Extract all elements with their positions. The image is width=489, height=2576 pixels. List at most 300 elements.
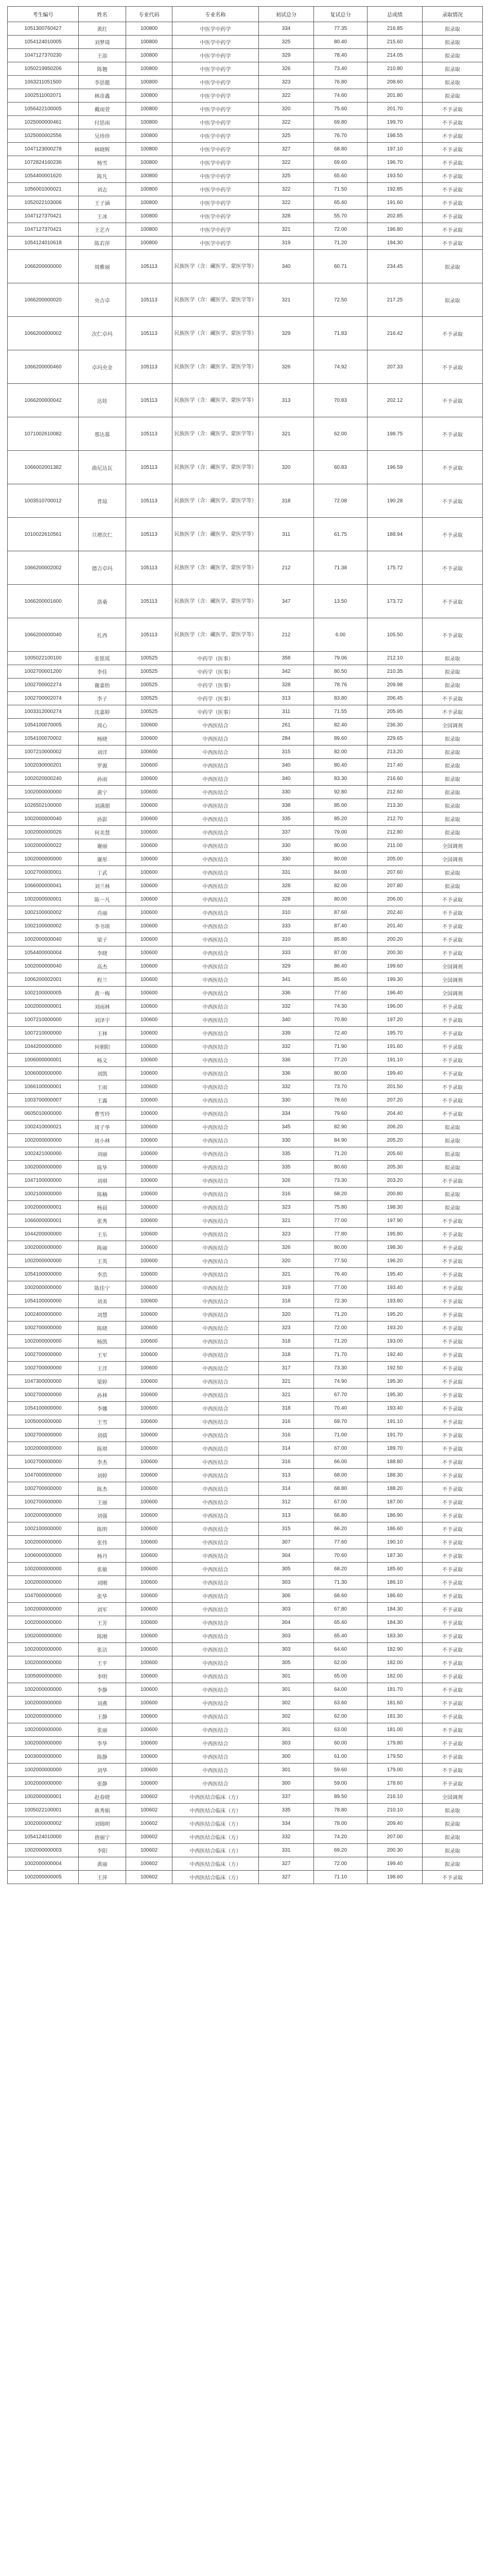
- cell-major-code: 100800: [126, 196, 172, 210]
- cell-total-score: 178.60: [368, 1777, 423, 1790]
- cell-major-name: 民族医学（含：藏医学、蒙医学等）: [172, 585, 259, 618]
- table-row: [8, 692, 483, 705]
- cell-admission-status: 不予录取: [423, 1697, 483, 1710]
- cell-retest-score: 74.30: [314, 1000, 368, 1013]
- cell-admission-status: 不予录取: [423, 1589, 483, 1603]
- cell-total-score: 199.40: [368, 1857, 423, 1871]
- cell-exam-number: 1002700000000: [8, 1321, 79, 1335]
- cell-total-score: 179.80: [368, 1737, 423, 1750]
- cell-initial-score: 318: [259, 1348, 314, 1362]
- cell-total-score: 197.10: [368, 143, 423, 156]
- cell-total-score: 191.60: [368, 1040, 423, 1054]
- cell-major-code: 100600: [126, 1442, 172, 1455]
- cell-retest-score: 79.06: [314, 652, 368, 665]
- cell-admission-status: 不予录取: [423, 210, 483, 223]
- cell-retest-score: 70.83: [314, 384, 368, 417]
- cell-total-score: 202.85: [368, 210, 423, 223]
- cell-major-name: 民族医学（含：藏医学、蒙医学等）: [172, 350, 259, 384]
- cell-retest-score: 80.60: [314, 1161, 368, 1174]
- table-row: [8, 1482, 483, 1496]
- cell-major-code: 100600: [126, 1616, 172, 1630]
- cell-exam-number: 1002000000040: [8, 812, 79, 826]
- cell-initial-score: 310: [259, 906, 314, 920]
- cell-total-score: 186.10: [368, 1576, 423, 1589]
- cell-total-score: 198.30: [368, 1201, 423, 1214]
- cell-retest-score: 77.60: [314, 987, 368, 1000]
- cell-major-code: 100600: [126, 1630, 172, 1643]
- cell-retest-score: 80.40: [314, 36, 368, 49]
- cell-exam-number: 1054100000000: [8, 1295, 79, 1308]
- cell-name: 刘洋: [79, 745, 126, 759]
- cell-admission-status: 不予录取: [423, 1455, 483, 1469]
- cell-name: 旦增次仁: [79, 518, 126, 551]
- cell-exam-number: 1054100070005: [8, 719, 79, 732]
- cell-retest-score: 62.00: [314, 1656, 368, 1670]
- table-row: [8, 49, 483, 62]
- cell-major-code: 100600: [126, 1121, 172, 1134]
- cell-major-code: 100600: [126, 1147, 172, 1161]
- cell-initial-score: 347: [259, 585, 314, 618]
- cell-major-code: 105113: [126, 585, 172, 618]
- cell-name: 曲尼达瓦: [79, 451, 126, 484]
- cell-major-name: 中医学中药学: [172, 49, 259, 62]
- table-row: [8, 1228, 483, 1241]
- cell-admission-status: 不予录取: [423, 1469, 483, 1482]
- cell-name: 杨丹: [79, 1549, 126, 1563]
- table-row: [8, 89, 483, 103]
- cell-admission-status: 拟录取: [423, 1844, 483, 1857]
- cell-major-code: 100600: [126, 1509, 172, 1522]
- cell-total-score: 200.80: [368, 1188, 423, 1201]
- table-row: [8, 223, 483, 236]
- header-major-name: 专业名称: [172, 7, 259, 22]
- cell-major-name: 中医学中药学: [172, 223, 259, 236]
- cell-total-score: 206.45: [368, 692, 423, 705]
- cell-initial-score: 326: [259, 1241, 314, 1255]
- cell-exam-number: 1002700000000: [8, 1482, 79, 1496]
- cell-initial-score: 329: [259, 960, 314, 973]
- table-row: [8, 1281, 483, 1295]
- cell-admission-status: 拟录取: [423, 652, 483, 665]
- cell-retest-score: 71.55: [314, 705, 368, 719]
- cell-retest-score: 84.00: [314, 866, 368, 879]
- cell-exam-number: 1002100000000: [8, 1188, 79, 1201]
- cell-admission-status: 拟录取: [423, 1147, 483, 1161]
- cell-major-code: 105113: [126, 518, 172, 551]
- cell-major-name: 中西医结合: [172, 1549, 259, 1563]
- cell-exam-number: 1066100000001: [8, 1080, 79, 1094]
- cell-exam-number: 1047127370230: [8, 49, 79, 62]
- cell-admission-status: 不予录取: [423, 1750, 483, 1764]
- cell-major-code: 100600: [126, 1027, 172, 1040]
- cell-major-name: 中西医结合临床（方）: [172, 1817, 259, 1831]
- cell-total-score: 196.59: [368, 451, 423, 484]
- cell-total-score: 193.00: [368, 1335, 423, 1348]
- cell-initial-score: 305: [259, 1656, 314, 1670]
- cell-admission-status: 不予录取: [423, 317, 483, 350]
- table-row: [8, 250, 483, 283]
- cell-retest-score: 72.40: [314, 1027, 368, 1040]
- cell-retest-score: 73.30: [314, 1174, 368, 1188]
- cell-retest-score: 79.60: [314, 1107, 368, 1121]
- cell-initial-score: 340: [259, 759, 314, 772]
- cell-exam-number: 1002000000000: [8, 1281, 79, 1295]
- cell-name: 刘军: [79, 1603, 126, 1616]
- cell-exam-number: 1002000000000: [8, 786, 79, 799]
- cell-admission-status: 不予录取: [423, 1482, 483, 1496]
- cell-major-name: 中西医结合: [172, 946, 259, 960]
- cell-major-name: 中西医结合: [172, 1388, 259, 1402]
- table-row: [8, 196, 483, 210]
- cell-major-name: 中西医结合: [172, 1335, 259, 1348]
- cell-name: 杨晓: [79, 732, 126, 745]
- cell-name: 丁武: [79, 866, 126, 879]
- cell-major-code: 100600: [126, 1549, 172, 1563]
- cell-name: 李佳: [79, 665, 126, 679]
- cell-initial-score: 301: [259, 1683, 314, 1697]
- cell-name: 陈琪: [79, 1442, 126, 1455]
- cell-major-code: 100600: [126, 1134, 172, 1147]
- cell-exam-number: 1044200000000: [8, 1228, 79, 1241]
- table-row: [8, 1683, 483, 1697]
- cell-total-score: 212.60: [368, 786, 423, 799]
- cell-major-name: 中西医结合: [172, 906, 259, 920]
- cell-major-code: 100525: [126, 692, 172, 705]
- cell-retest-score: 60.83: [314, 451, 368, 484]
- cell-name: 李明: [79, 1670, 126, 1683]
- cell-name: 周小林: [79, 1134, 126, 1147]
- cell-initial-score: 301: [259, 1723, 314, 1737]
- cell-initial-score: 319: [259, 1281, 314, 1295]
- table-row: [8, 866, 483, 879]
- cell-major-code: 100600: [126, 1737, 172, 1750]
- cell-major-code: 105113: [126, 551, 172, 585]
- cell-retest-score: 85.20: [314, 812, 368, 826]
- cell-exam-number: 1002000000000: [8, 1723, 79, 1737]
- cell-name: 王林: [79, 1027, 126, 1040]
- table-row: [8, 156, 483, 170]
- table-body: [8, 22, 483, 1884]
- cell-admission-status: 不予录取: [423, 518, 483, 551]
- table-row: [8, 1857, 483, 1871]
- cell-major-name: 中西医结合: [172, 1616, 259, 1630]
- cell-exam-number: 1003700000007: [8, 1094, 79, 1107]
- cell-retest-score: 72.00: [314, 1321, 368, 1335]
- cell-initial-score: 336: [259, 987, 314, 1000]
- table-row: [8, 1603, 483, 1616]
- table-row: [8, 1563, 483, 1576]
- cell-total-score: 200.20: [368, 933, 423, 946]
- cell-admission-status: 不予录取: [423, 451, 483, 484]
- cell-admission-status: 不予录取: [423, 156, 483, 170]
- cell-major-code: 100600: [126, 1295, 172, 1308]
- table-row: [8, 22, 483, 36]
- cell-initial-score: 336: [259, 1067, 314, 1080]
- cell-major-name: 中西医结合: [172, 1522, 259, 1536]
- cell-name: 李静: [79, 1683, 126, 1697]
- cell-retest-score: 69.80: [314, 116, 368, 129]
- cell-retest-score: 60.71: [314, 250, 368, 283]
- cell-total-score: 216.85: [368, 22, 423, 36]
- cell-exam-number: 1066200002002: [8, 551, 79, 585]
- cell-major-name: 中西医结合: [172, 1402, 259, 1415]
- cell-exam-number: 1002000000000: [8, 1777, 79, 1790]
- cell-admission-status: 不予录取: [423, 893, 483, 906]
- table-row: [8, 799, 483, 812]
- cell-admission-status: 不予录取: [423, 933, 483, 946]
- cell-initial-score: 301: [259, 1670, 314, 1683]
- cell-name: 刘泽宇: [79, 1013, 126, 1027]
- table-row: [8, 76, 483, 89]
- table-row: [8, 1415, 483, 1429]
- cell-initial-score: 304: [259, 1616, 314, 1630]
- cell-total-score: 191.60: [368, 196, 423, 210]
- cell-initial-score: 321: [259, 223, 314, 236]
- cell-retest-score: 77.20: [314, 1054, 368, 1067]
- cell-major-name: 中西医结合: [172, 1161, 259, 1174]
- cell-major-code: 100602: [126, 1844, 172, 1857]
- cell-total-score: 234.45: [368, 250, 423, 283]
- cell-major-code: 100600: [126, 853, 172, 866]
- cell-admission-status: 不予录取: [423, 116, 483, 129]
- table-row: [8, 1737, 483, 1750]
- cell-retest-score: 71.30: [314, 1576, 368, 1589]
- cell-total-score: 217.25: [368, 283, 423, 317]
- cell-initial-score: 325: [259, 129, 314, 143]
- cell-retest-score: 70.60: [314, 1549, 368, 1563]
- cell-major-name: 中西医结合: [172, 960, 259, 973]
- cell-major-code: 100600: [126, 1321, 172, 1335]
- cell-name: 刘丽: [79, 1147, 126, 1161]
- cell-major-name: 民族医学（含：藏医学、蒙医学等）: [172, 518, 259, 551]
- cell-exam-number: 1007210000000: [8, 1027, 79, 1040]
- cell-major-code: 100800: [126, 236, 172, 250]
- table-row: [8, 1121, 483, 1134]
- cell-retest-score: 74.92: [314, 350, 368, 384]
- cell-initial-score: 318: [259, 1295, 314, 1308]
- cell-major-name: 中西医结合: [172, 1589, 259, 1603]
- cell-major-name: 中西医结合: [172, 1295, 259, 1308]
- cell-admission-status: 不予录取: [423, 1000, 483, 1013]
- cell-initial-score: 329: [259, 317, 314, 350]
- cell-total-score: 200.30: [368, 1844, 423, 1857]
- table-row: [8, 772, 483, 786]
- table-row: [8, 1549, 483, 1563]
- cell-retest-score: 55.70: [314, 210, 368, 223]
- cell-retest-score: 69.70: [314, 1415, 368, 1429]
- cell-major-code: 100600: [126, 1750, 172, 1764]
- table-row: [8, 1080, 483, 1094]
- cell-admission-status: 不予录取: [423, 1737, 483, 1750]
- cell-retest-score: 77.00: [314, 1214, 368, 1228]
- cell-major-code: 100600: [126, 866, 172, 879]
- cell-name: 李思懿: [79, 76, 126, 89]
- cell-major-code: 100800: [126, 223, 172, 236]
- cell-admission-status: 全国调剂: [423, 839, 483, 853]
- cell-initial-score: 320: [259, 451, 314, 484]
- cell-retest-score: 72.08: [314, 484, 368, 518]
- cell-retest-score: 68.20: [314, 1563, 368, 1576]
- cell-initial-score: 332: [259, 1000, 314, 1013]
- cell-exam-number: 1002700000000: [8, 1496, 79, 1509]
- cell-admission-status: 不予录取: [423, 1375, 483, 1388]
- cell-retest-score: 68.60: [314, 1589, 368, 1603]
- cell-initial-score: 317: [259, 1362, 314, 1375]
- cell-admission-status: 不予录取: [423, 350, 483, 384]
- cell-major-code: 100600: [126, 772, 172, 786]
- cell-retest-score: 89.50: [314, 1790, 368, 1804]
- cell-major-code: 100600: [126, 1188, 172, 1201]
- cell-retest-score: 82.40: [314, 719, 368, 732]
- cell-major-code: 100800: [126, 103, 172, 116]
- cell-total-score: 195.80: [368, 1228, 423, 1241]
- cell-major-name: 中西医结合: [172, 1121, 259, 1134]
- table-row: [8, 1764, 483, 1777]
- header-initial-score: 初试总分: [259, 7, 314, 22]
- cell-admission-status: 拟录取: [423, 799, 483, 812]
- cell-major-name: 中西医结合: [172, 1764, 259, 1777]
- cell-initial-score: 318: [259, 1335, 314, 1348]
- cell-exam-number: 1006000000001: [8, 1054, 79, 1067]
- cell-initial-score: 304: [259, 1549, 314, 1563]
- cell-retest-score: 65.60: [314, 170, 368, 183]
- header-major-code: 专业代码: [126, 7, 172, 22]
- cell-retest-score: 82.00: [314, 745, 368, 759]
- cell-major-code: 100600: [126, 812, 172, 826]
- cell-retest-score: 74.60: [314, 89, 368, 103]
- cell-retest-score: 76.80: [314, 76, 368, 89]
- table-row: [8, 920, 483, 933]
- cell-major-name: 中医学中药学: [172, 196, 259, 210]
- cell-initial-score: 334: [259, 1107, 314, 1121]
- cell-major-code: 100600: [126, 946, 172, 960]
- cell-total-score: 105.50: [368, 618, 423, 652]
- cell-name: 王乐: [79, 1228, 126, 1241]
- cell-name: 黄宁: [79, 786, 126, 799]
- cell-major-code: 100600: [126, 1496, 172, 1509]
- cell-initial-score: 330: [259, 853, 314, 866]
- cell-major-code: 105113: [126, 417, 172, 451]
- cell-major-code: 105113: [126, 350, 172, 384]
- cell-major-code: 100600: [126, 1536, 172, 1549]
- cell-major-name: 中医学中药学: [172, 210, 259, 223]
- cell-total-score: 195.20: [368, 1308, 423, 1321]
- cell-major-name: 中西医结合临床（方）: [172, 1831, 259, 1844]
- cell-exam-number: 1066000000041: [8, 879, 79, 893]
- cell-name: 李娜: [79, 1402, 126, 1415]
- cell-admission-status: 不予录取: [423, 1656, 483, 1670]
- cell-total-score: 194.30: [368, 236, 423, 250]
- cell-major-name: 中西医结合: [172, 1281, 259, 1295]
- cell-major-name: 中西医结合: [172, 1509, 259, 1522]
- cell-name: 孙影: [79, 812, 126, 826]
- cell-name: 王军: [79, 1348, 126, 1362]
- cell-name: 刘锦明: [79, 1817, 126, 1831]
- cell-major-code: 100600: [126, 732, 172, 745]
- cell-major-code: 100602: [126, 1871, 172, 1884]
- cell-exam-number: 1066200000040: [8, 618, 79, 652]
- cell-exam-number: 1002020000240: [8, 772, 79, 786]
- cell-exam-number: 1002100000000: [8, 1522, 79, 1536]
- cell-major-name: 中西医结合: [172, 1348, 259, 1362]
- cell-retest-score: 78.80: [314, 1804, 368, 1817]
- cell-retest-score: 80.00: [314, 1067, 368, 1080]
- cell-major-code: 100600: [126, 1375, 172, 1388]
- cell-initial-score: 305: [259, 1563, 314, 1576]
- table-row: [8, 1147, 483, 1161]
- cell-major-name: 中西医结合: [172, 1201, 259, 1214]
- cell-major-name: 中西医结合: [172, 772, 259, 786]
- cell-exam-number: 1002100000002: [8, 906, 79, 920]
- table-row: [8, 1831, 483, 1844]
- cell-total-score: 213.30: [368, 799, 423, 812]
- cell-exam-number: 1002700001200: [8, 665, 79, 679]
- cell-major-code: 100800: [126, 170, 172, 183]
- cell-admission-status: 不予录取: [423, 1241, 483, 1255]
- table-row: [8, 103, 483, 116]
- cell-exam-number: 1002000000004: [8, 1857, 79, 1871]
- table-row: [8, 705, 483, 719]
- cell-retest-score: 70.80: [314, 1013, 368, 1027]
- cell-initial-score: 322: [259, 116, 314, 129]
- cell-name: 陈佳宁: [79, 1281, 126, 1295]
- cell-exam-number: 1047000000000: [8, 1469, 79, 1482]
- table-row: [8, 484, 483, 518]
- cell-major-name: 中西医结合: [172, 879, 259, 893]
- cell-major-name: 中西医结合: [172, 973, 259, 987]
- cell-total-score: 203.20: [368, 1174, 423, 1188]
- cell-admission-status: 不予录取: [423, 1281, 483, 1295]
- cell-major-code: 100600: [126, 1777, 172, 1790]
- cell-admission-status: 不予录取: [423, 1388, 483, 1402]
- cell-exam-number: 1025000002556: [8, 129, 79, 143]
- cell-exam-number: 1047127370421: [8, 223, 79, 236]
- cell-retest-score: 82.00: [314, 879, 368, 893]
- cell-initial-score: 326: [259, 1174, 314, 1188]
- cell-total-score: 181.00: [368, 1723, 423, 1737]
- cell-name: 李华: [79, 1737, 126, 1750]
- cell-exam-number: 1002700000000: [8, 1388, 79, 1402]
- cell-major-name: 中西医结合: [172, 1067, 259, 1080]
- cell-retest-score: 85.00: [314, 799, 368, 812]
- cell-exam-number: 1047123000278: [8, 143, 79, 156]
- table-row: [8, 1013, 483, 1027]
- cell-admission-status: 不予录取: [423, 417, 483, 451]
- cell-major-name: 中西医结合: [172, 1697, 259, 1710]
- cell-total-score: 184.30: [368, 1616, 423, 1630]
- cell-initial-score: 314: [259, 1442, 314, 1455]
- cell-exam-number: 1002700002274: [8, 679, 79, 692]
- cell-name: 张静: [79, 1777, 126, 1790]
- cell-total-score: 207.33: [368, 350, 423, 384]
- table-row: [8, 1710, 483, 1723]
- cell-name: 李阳: [79, 1844, 126, 1857]
- cell-total-score: 197.90: [368, 1214, 423, 1228]
- cell-total-score: 179.50: [368, 1750, 423, 1764]
- cell-major-name: 中医学中药学: [172, 156, 259, 170]
- cell-retest-score: 76.70: [314, 129, 368, 143]
- cell-major-code: 100600: [126, 1455, 172, 1469]
- cell-major-code: 100600: [126, 879, 172, 893]
- cell-admission-status: 不予录取: [423, 1228, 483, 1241]
- cell-major-code: 100600: [126, 1040, 172, 1054]
- cell-major-name: 中西医结合临床（方）: [172, 1857, 259, 1871]
- table-row: [8, 1522, 483, 1536]
- cell-retest-score: 83.80: [314, 692, 368, 705]
- cell-admission-status: 不予录取: [423, 946, 483, 960]
- cell-retest-score: 78.40: [314, 49, 368, 62]
- cell-exam-number: 1063211051500: [8, 76, 79, 89]
